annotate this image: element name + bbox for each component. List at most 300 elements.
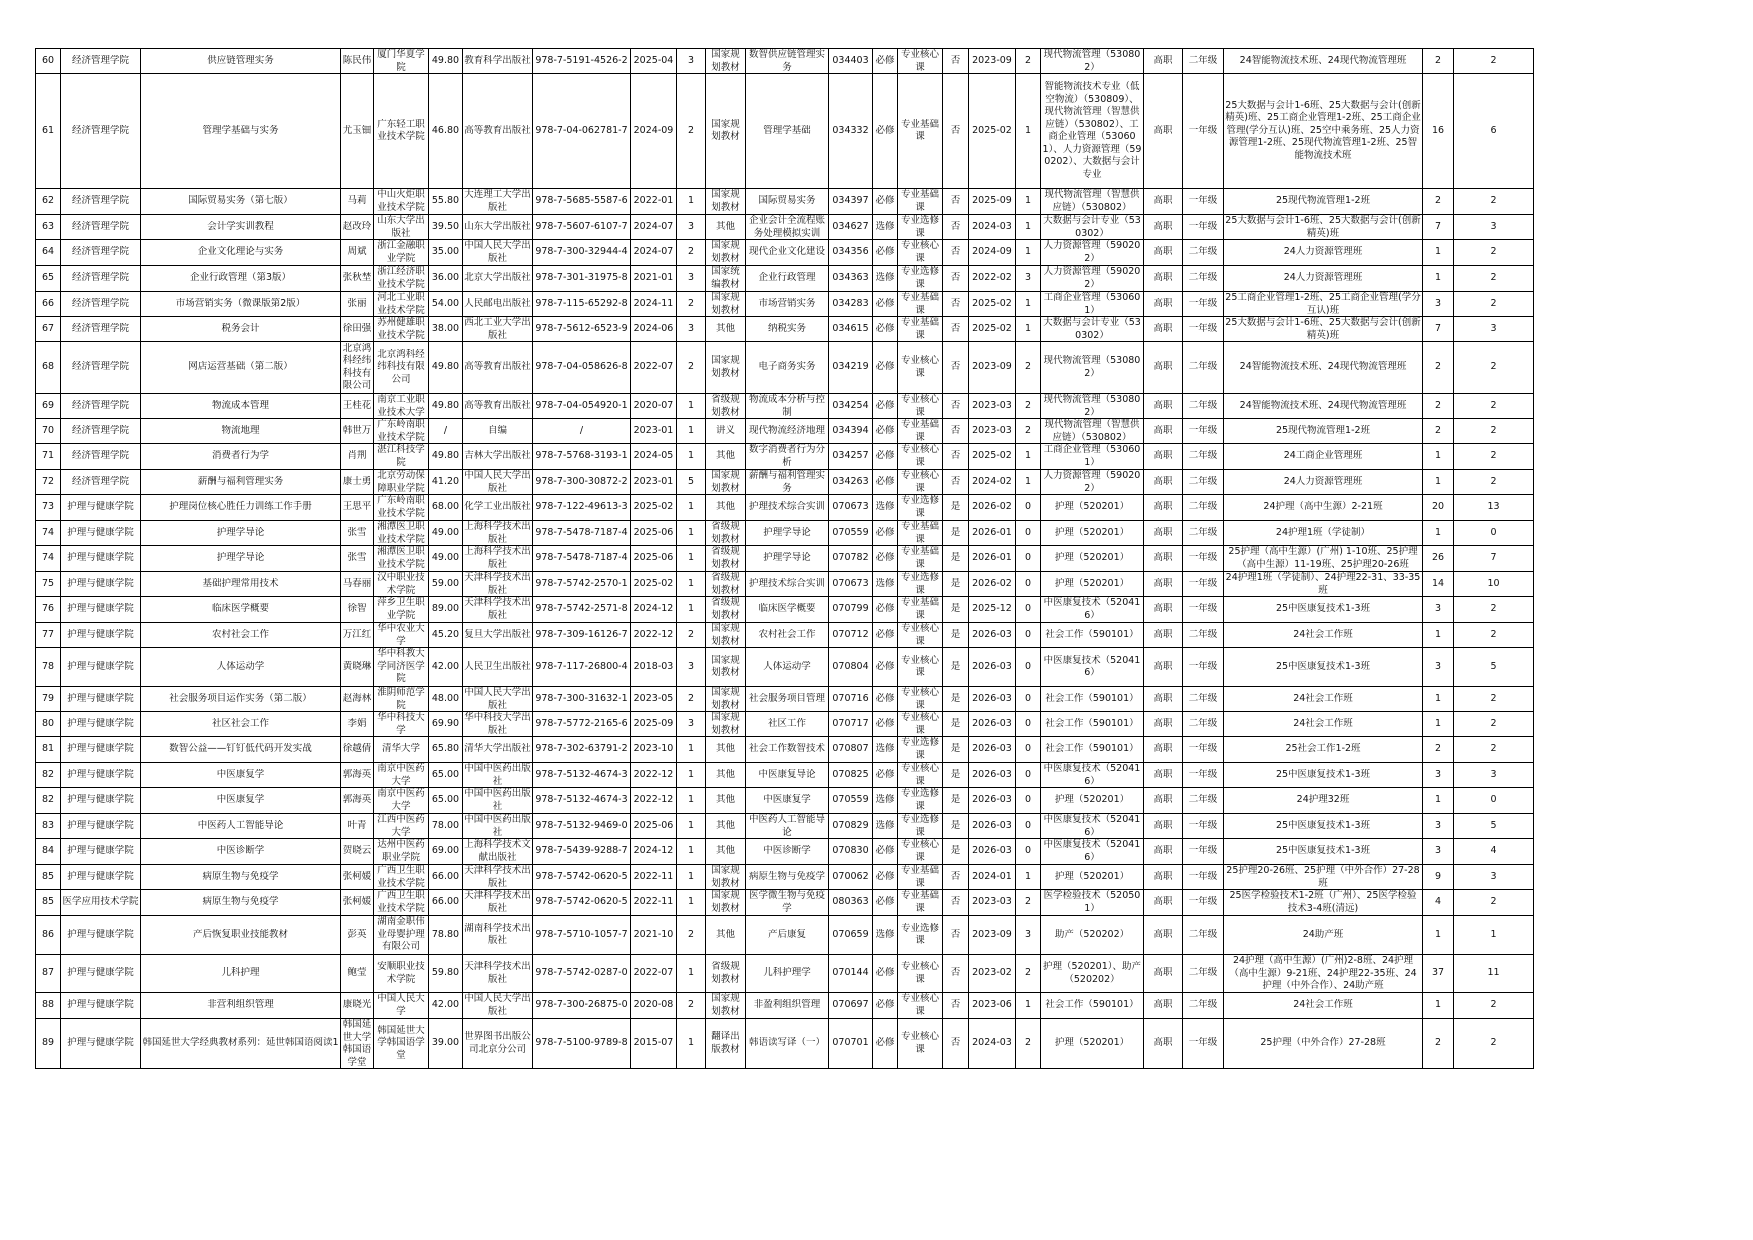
seq-text: 85 <box>41 870 55 882</box>
cell-classes <box>1224 814 1423 839</box>
cell-count-b <box>1454 215 1534 240</box>
cell-grade <box>1183 763 1224 788</box>
cell-count-a <box>1423 763 1454 788</box>
edition-text: 1 <box>687 819 695 831</box>
cell-term <box>969 572 1016 597</box>
seq-text: 70 <box>41 424 55 436</box>
cell-major <box>1041 993 1144 1019</box>
publisher-text: 自编 <box>487 424 507 436</box>
cell-course-name <box>746 215 829 240</box>
credits-text: 1 <box>1024 475 1032 487</box>
cell-material-type <box>706 955 746 993</box>
cell-publisher <box>463 623 533 648</box>
author-text: 王思平 <box>342 501 372 513</box>
level-text: 高职 <box>1153 552 1173 564</box>
cell-major <box>1041 839 1144 865</box>
cell-publisher <box>463 470 533 495</box>
isbn-text: / <box>579 424 584 436</box>
cell-title <box>141 763 341 788</box>
material-type-text: 国家规划教材 <box>711 712 740 736</box>
author-text: 鲍莹 <box>347 967 367 979</box>
cell-isbn <box>533 240 631 266</box>
cell-title <box>141 839 341 865</box>
table-row <box>36 521 1534 546</box>
pub-date-text: 2022-01 <box>633 195 674 207</box>
cell-term <box>969 597 1016 623</box>
grade-text: 二年级 <box>1188 717 1218 729</box>
author-text: 肖荆 <box>347 450 367 462</box>
term-text: 2025-09 <box>972 195 1012 207</box>
college-text: 护理与健康学院 <box>67 717 134 729</box>
term-text: 2023-02 <box>972 967 1012 979</box>
cell-pub-date <box>631 865 677 890</box>
term-text: 2023-06 <box>972 999 1012 1011</box>
material-type-text: 国家规划教材 <box>711 189 740 213</box>
cell-term <box>969 546 1016 572</box>
seq-text: 88 <box>41 999 55 1011</box>
count-b-text: 3 <box>1490 322 1497 334</box>
author-text: 李娟 <box>347 717 367 729</box>
seq-text: 76 <box>41 603 55 615</box>
cell-term <box>969 444 1016 470</box>
cell-course-name <box>746 993 829 1019</box>
cell-price <box>429 317 463 342</box>
cell-isbn <box>533 572 631 597</box>
table-row <box>36 189 1534 215</box>
cell-edition <box>677 470 706 495</box>
classes-text: 25中医康复技术1-3班 <box>1275 768 1371 780</box>
credits-text: 0 <box>1024 845 1032 857</box>
level-text: 高职 <box>1153 501 1173 513</box>
cell-level <box>1144 712 1183 737</box>
flag-text: 否 <box>950 220 961 232</box>
publisher-text: 西北工业大学出版社 <box>464 317 531 341</box>
credits-text: 1 <box>1024 450 1032 462</box>
grade-text: 一年级 <box>1188 845 1218 857</box>
cell-publisher <box>463 955 533 993</box>
author-text: 徐越倩 <box>342 743 372 755</box>
college-text: 经济管理学院 <box>71 195 129 207</box>
cell-classes <box>1224 49 1423 74</box>
cell-college <box>61 470 141 495</box>
cell-classes <box>1224 737 1423 763</box>
table-row <box>36 317 1534 342</box>
cell-publisher <box>463 916 533 955</box>
table-row <box>36 470 1534 495</box>
edition-text: 2 <box>687 999 695 1011</box>
publisher-text: 高等教育出版社 <box>464 124 531 136</box>
cell-grade <box>1183 597 1224 623</box>
course-code-text: 034332 <box>832 124 869 136</box>
cell-college <box>61 597 141 623</box>
author-unit-text: 苏州健雄职业技术学院 <box>377 317 425 341</box>
cell-major <box>1041 814 1144 839</box>
cell-flag <box>943 292 969 317</box>
term-text: 2024-03 <box>972 220 1012 232</box>
cell-edition <box>677 572 706 597</box>
cell-edition <box>677 240 706 266</box>
cell-grade <box>1183 292 1224 317</box>
classes-text: 24智能物流技术班、24现代物流管理班 <box>1239 361 1407 373</box>
cell-course-nature <box>873 419 898 444</box>
cell-credits <box>1016 814 1041 839</box>
author-text: 张雪 <box>347 552 367 564</box>
material-type-text: 其他 <box>715 768 735 780</box>
cell-course-code <box>829 916 873 955</box>
cell-major <box>1041 317 1144 342</box>
level-text: 高职 <box>1153 603 1173 615</box>
cell-publisher <box>463 865 533 890</box>
cell-title <box>141 546 341 572</box>
cell-material-type <box>706 49 746 74</box>
course-category-text: 专业核心课 <box>900 470 939 494</box>
cell-edition <box>677 292 706 317</box>
material-type-text: 国家规划教材 <box>711 993 740 1017</box>
cell-title <box>141 342 341 394</box>
count-b-text: 2 <box>1490 1037 1497 1049</box>
cell-material-type <box>706 597 746 623</box>
credits-text: 1 <box>1024 195 1032 207</box>
cell-course-code <box>829 49 873 74</box>
course-category-text: 专业基础课 <box>900 419 939 443</box>
cell-edition <box>677 444 706 470</box>
pub-date-text: 2024-11 <box>633 297 674 309</box>
isbn-text: 978-7-5132-4674-3 <box>535 794 628 806</box>
course-code-text: 080363 <box>832 896 869 908</box>
publisher-text: 上海科学技术文献出版社 <box>464 839 531 863</box>
college-text: 医学应用技术学院 <box>62 896 139 908</box>
publisher-text: 北京大学出版社 <box>464 272 531 284</box>
cell-material-type <box>706 546 746 572</box>
author-text: 尤玉钿 <box>342 124 372 136</box>
major-text: 护理（520201） <box>1054 526 1130 538</box>
cell-college <box>61 292 141 317</box>
cell-course-nature <box>873 292 898 317</box>
cell-pub-date <box>631 74 677 189</box>
course-code-text: 034397 <box>832 195 869 207</box>
cell-price <box>429 495 463 521</box>
pub-date-text: 2024-06 <box>633 322 674 334</box>
price-text: 41.20 <box>431 475 460 487</box>
seq-text: 84 <box>41 845 55 857</box>
course-nature-text: 必修 <box>875 124 895 136</box>
count-b-text: 3 <box>1490 220 1497 232</box>
material-type-text: 省级规划教材 <box>711 961 740 985</box>
course-name-text: 电子商务实务 <box>758 361 816 373</box>
credits-text: 1 <box>1024 999 1032 1011</box>
cell-course-category <box>898 546 943 572</box>
cell-isbn <box>533 419 631 444</box>
material-type-text: 国家规划教材 <box>711 118 740 142</box>
cell-price <box>429 993 463 1019</box>
cell-author-unit <box>374 865 429 890</box>
cell-price <box>429 189 463 215</box>
cell-author <box>341 444 374 470</box>
cell-grade <box>1183 788 1224 814</box>
major-text: 现代物流管理（智慧供应链）（530802） <box>1044 189 1140 213</box>
cell-term <box>969 215 1016 240</box>
cell-level <box>1144 993 1183 1019</box>
author-text: 张秋埜 <box>342 272 372 284</box>
cell-course-category <box>898 865 943 890</box>
cell-major <box>1041 572 1144 597</box>
cell-count-a <box>1423 49 1454 74</box>
cell-material-type <box>706 1019 746 1069</box>
cell-course-category <box>898 648 943 687</box>
cell-author <box>341 1019 374 1069</box>
cell-course-code <box>829 394 873 419</box>
count-b-text: 2 <box>1490 450 1497 462</box>
pub-date-text: 2025-09 <box>633 717 674 729</box>
cell-title <box>141 648 341 687</box>
material-type-text: 国家规划教材 <box>711 49 740 73</box>
isbn-text: 978-7-04-058626-8 <box>535 361 628 373</box>
material-type-text: 讲义 <box>715 424 735 436</box>
level-text: 高职 <box>1153 845 1173 857</box>
pub-date-text: 2023-01 <box>633 424 674 436</box>
classes-text: 25大数据与会计1-6班、25大数据与会计(创新精英)班 <box>1225 317 1421 341</box>
cell-author-unit <box>374 737 429 763</box>
grade-text: 二年级 <box>1188 246 1218 258</box>
cell-author <box>341 839 374 865</box>
cell-price <box>429 74 463 189</box>
course-code-text: 070825 <box>832 768 869 780</box>
cell-credits <box>1016 546 1041 572</box>
cell-seq <box>36 266 61 292</box>
cell-grade <box>1183 687 1224 712</box>
seq-text: 89 <box>41 1037 55 1049</box>
material-type-text: 国家规划教材 <box>711 355 740 379</box>
cell-course-nature <box>873 240 898 266</box>
course-category-text: 专业核心课 <box>900 394 939 418</box>
isbn-text: 978-7-301-31975-8 <box>535 272 628 284</box>
cell-classes <box>1224 215 1423 240</box>
cell-course-nature <box>873 597 898 623</box>
isbn-text: 978-7-300-26875-0 <box>535 999 628 1011</box>
count-b-text: 6 <box>1490 124 1497 136</box>
cell-count-a <box>1423 342 1454 394</box>
course-name-text: 韩语读写译（一） <box>748 1037 825 1049</box>
seq-text: 72 <box>41 475 55 487</box>
cell-course-name <box>746 814 829 839</box>
publisher-text: 复旦大学出版社 <box>464 628 531 640</box>
count-a-text: 2 <box>1434 424 1442 436</box>
cell-credits <box>1016 623 1041 648</box>
cell-publisher <box>463 546 533 572</box>
cell-credits <box>1016 737 1041 763</box>
cell-title <box>141 394 341 419</box>
cell-price <box>429 916 463 955</box>
course-name-text: 数智供应链管理实务 <box>748 49 825 73</box>
count-a-text: 1 <box>1434 628 1442 640</box>
cell-material-type <box>706 394 746 419</box>
cell-pub-date <box>631 444 677 470</box>
grade-text: 二年级 <box>1188 794 1218 806</box>
price-text: 36.00 <box>431 272 460 284</box>
pub-date-text: 2024-09 <box>633 124 674 136</box>
course-nature-text: 必修 <box>875 246 895 258</box>
author-unit-text: 安顺职业技术学院 <box>377 961 425 985</box>
cell-count-b <box>1454 916 1534 955</box>
credits-text: 1 <box>1024 220 1032 232</box>
cell-course-name <box>746 394 829 419</box>
cell-major <box>1041 890 1144 916</box>
edition-text: 1 <box>687 794 695 806</box>
cell-count-a <box>1423 266 1454 292</box>
author-unit-text: 山东大学出版社 <box>377 215 425 239</box>
price-text: 38.00 <box>431 322 460 334</box>
edition-text: 1 <box>687 195 695 207</box>
cell-edition <box>677 687 706 712</box>
cell-term <box>969 916 1016 955</box>
count-b-text: 2 <box>1490 692 1497 704</box>
course-code-text: 070062 <box>832 870 869 882</box>
cell-flag <box>943 342 969 394</box>
flag-text: 是 <box>950 743 961 755</box>
cell-seq <box>36 865 61 890</box>
level-text: 高职 <box>1153 526 1173 538</box>
cell-count-a <box>1423 240 1454 266</box>
cell-classes <box>1224 712 1423 737</box>
major-text: 人力资源管理（590202） <box>1043 470 1141 494</box>
flag-text: 否 <box>950 272 961 284</box>
cell-level <box>1144 955 1183 993</box>
cell-credits <box>1016 419 1041 444</box>
publisher-text: 上海科学技术出版社 <box>464 521 531 545</box>
course-name-text: 中医药人工智能导论 <box>748 814 825 838</box>
cell-course-category <box>898 444 943 470</box>
material-type-text: 其他 <box>715 501 735 513</box>
flag-text: 是 <box>950 603 961 615</box>
seq-text: 73 <box>41 501 55 513</box>
cell-title <box>141 572 341 597</box>
cell-isbn <box>533 394 631 419</box>
cell-price <box>429 546 463 572</box>
term-text: 2026-03 <box>972 743 1012 755</box>
cell-price <box>429 839 463 865</box>
material-type-text: 其他 <box>715 794 735 806</box>
price-text: 78.00 <box>431 819 460 831</box>
material-type-text: 翻译出版教材 <box>711 1031 740 1055</box>
cell-material-type <box>706 419 746 444</box>
cell-author <box>341 814 374 839</box>
count-a-text: 7 <box>1434 220 1442 232</box>
major-text: 社会工作（590101） <box>1045 628 1139 640</box>
cell-level <box>1144 189 1183 215</box>
cell-level <box>1144 623 1183 648</box>
cell-grade <box>1183 712 1224 737</box>
cell-seq <box>36 993 61 1019</box>
level-text: 高职 <box>1153 475 1173 487</box>
cell-author-unit <box>374 1019 429 1069</box>
cell-count-a <box>1423 916 1454 955</box>
table-row <box>36 955 1534 993</box>
cell-publisher <box>463 419 533 444</box>
cell-course-name <box>746 317 829 342</box>
title-text: 护理学导论 <box>216 552 265 564</box>
course-category-text: 专业选修课 <box>900 572 939 596</box>
title-text: 市场营销实务（微课版第2版） <box>175 297 306 309</box>
cell-course-name <box>746 955 829 993</box>
cell-material-type <box>706 839 746 865</box>
level-text: 高职 <box>1153 819 1173 831</box>
material-type-text: 省级规划教材 <box>711 546 740 570</box>
cell-level <box>1144 648 1183 687</box>
cell-count-b <box>1454 890 1534 916</box>
major-text: 社会工作（590101） <box>1045 717 1139 729</box>
material-type-text: 国家规划教材 <box>711 865 740 889</box>
cell-college <box>61 788 141 814</box>
table-row <box>36 993 1534 1019</box>
course-category-text: 专业核心课 <box>900 993 939 1017</box>
cell-price <box>429 292 463 317</box>
title-text: 人体运动学 <box>216 660 265 672</box>
edition-text: 2 <box>687 628 695 640</box>
count-a-text: 3 <box>1434 845 1442 857</box>
count-a-text: 3 <box>1434 603 1442 615</box>
cell-course-name <box>746 916 829 955</box>
title-text: 农村社会工作 <box>211 628 269 640</box>
table-row <box>36 215 1534 240</box>
count-b-text: 0 <box>1490 794 1497 806</box>
cell-author-unit <box>374 712 429 737</box>
course-nature-text: 必修 <box>875 361 895 373</box>
cell-title <box>141 419 341 444</box>
cell-level <box>1144 495 1183 521</box>
publisher-text: 大连理工大学出版社 <box>464 189 531 213</box>
cell-credits <box>1016 993 1041 1019</box>
cell-flag <box>943 189 969 215</box>
cell-course-nature <box>873 49 898 74</box>
cell-count-a <box>1423 444 1454 470</box>
cell-material-type <box>706 74 746 189</box>
credits-text: 3 <box>1024 272 1032 284</box>
cell-material-type <box>706 240 746 266</box>
cell-college <box>61 189 141 215</box>
cell-count-b <box>1454 788 1534 814</box>
count-b-text: 2 <box>1490 896 1497 908</box>
cell-course-name <box>746 419 829 444</box>
pub-date-text: 2023-05 <box>633 692 674 704</box>
cell-seq <box>36 49 61 74</box>
cell-course-nature <box>873 865 898 890</box>
cell-term <box>969 342 1016 394</box>
cell-count-b <box>1454 419 1534 444</box>
classes-text: 24人力资源管理班 <box>1283 475 1363 487</box>
cell-course-nature <box>873 993 898 1019</box>
cell-flag <box>943 687 969 712</box>
title-text: 中医诊断学 <box>216 845 265 857</box>
count-b-text: 2 <box>1490 743 1497 755</box>
cell-title <box>141 240 341 266</box>
publisher-text: 中国人民大学出版社 <box>464 687 531 711</box>
cell-college <box>61 49 141 74</box>
level-text: 高职 <box>1153 322 1173 334</box>
cell-major <box>1041 74 1144 189</box>
cell-course-nature <box>873 189 898 215</box>
classes-text: 24人力资源管理班 <box>1283 272 1363 284</box>
isbn-text: 978-7-5710-1057-7 <box>535 928 628 940</box>
cell-author <box>341 623 374 648</box>
seq-text: 63 <box>41 220 55 232</box>
classes-text: 25护理20-26班、25护理（中外合作）27-28班 <box>1226 865 1420 889</box>
cell-material-type <box>706 737 746 763</box>
course-category-text: 专业核心课 <box>900 1031 939 1055</box>
credits-text: 1 <box>1024 870 1032 882</box>
cell-credits <box>1016 189 1041 215</box>
title-text: 税务会计 <box>221 322 260 334</box>
grade-text: 二年级 <box>1188 501 1218 513</box>
